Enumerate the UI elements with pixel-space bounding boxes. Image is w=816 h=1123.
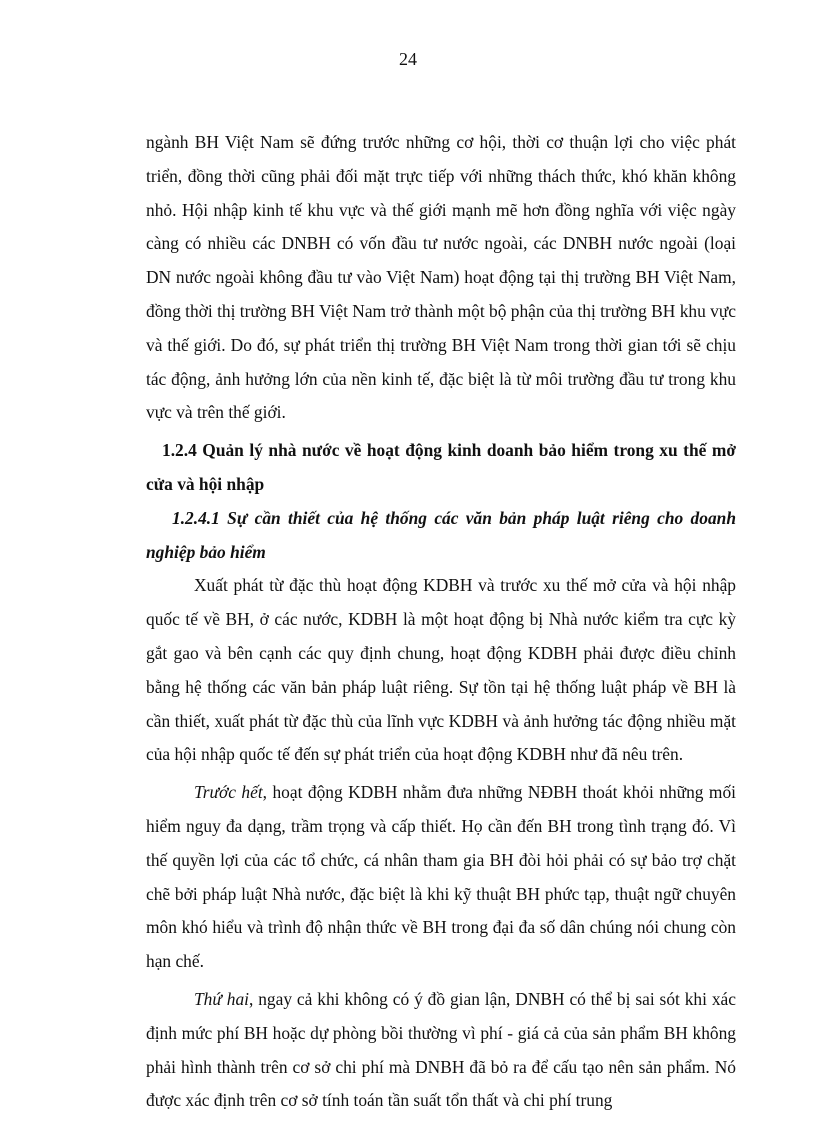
page-number: 24 — [399, 49, 417, 69]
first-reason-text: , hoạt động KDBH nhằm đưa những NĐBH thoát khỏi những mối hiểm nguy đa dạng, trầm trọng và cấp thiết. Họ cần đến BH trong tình trạng đó. Vì thế quyền lợi của các tổ chức, cá nhân tham gia BH đòi hỏi phải có sự bảo trợ chặt chẽ bởi pháp luật Nhà nước, đặc biệt là khi kỹ thuật BH phức tạp, thuật ngữ chuyên môn khó hiểu và trình độ nhận thức về BH trong đại đa số dân chúng nói chung còn hạn chế. — [146, 782, 736, 972]
second-reason-lead: Thứ hai — [194, 988, 249, 1009]
subsection-heading-1-2-4-1: 1.2.4.1 Sự cần thiết của hệ thống các văn bản pháp luật riêng cho doanh nghiệp bảo hiểm — [146, 507, 736, 562]
second-reason-text: , ngay cả khi không có ý đồ gian lận, DNBH có thể bị sai sót khi xác định mức phí BH hoặc dự phòng bồi thường vì phí - giá cả của sản phẩm BH không phải hình thành trên cơ sở chi phí mà DNBH đã bỏ ra để cấu tạo nên sản phẩm. Nó được xác định trên cơ sở tính toán tần suất tổn thất và chi phí trung — [146, 988, 736, 1111]
first-reason-lead: Trước hết — [194, 782, 263, 803]
document-body — [146, 126, 736, 1118]
paragraph-continuation: ngành BH Việt Nam sẽ đứng trước những cơ hội, thời cơ thuận lợi cho việc phát triển, đồng thời cũng phải đối mặt trực tiếp với những thách thức, khó khăn không nhỏ. Hội nhập kinh tế khu vực và thế giới mạnh mẽ hơn đồng nghĩa với việc ngày càng có nhiều các DNBH có vốn đầu tư nước ngoài, các DNBH nước ngoài (loại DN nước ngoài không đầu tư vào Việt Nam) hoạt động tại thị trường BH Việt Nam, đồng thời thị trường BH Việt Nam trở thành một bộ phận của thị trường BH khu vực và thế giới. Do đó, sự phát triển thị trường BH Việt Nam trong thời gian tới sẽ chịu tác động, ảnh hưởng lớn của nền kinh tế, đặc biệt là từ môi trường đầu tư trong khu vực và trên thế giới. — [146, 132, 736, 423]
paragraph-first-reason — [146, 776, 736, 979]
paragraph-second-reason — [146, 983, 736, 1118]
section-heading-1-2-4: 1.2.4 Quản lý nhà nước về hoạt động kinh doanh bảo hiểm trong xu thế mở cửa và hội nhập — [146, 440, 736, 494]
paragraph-necessity: Xuất phát từ đặc thù hoạt động KDBH và trước xu thế mở cửa và hội nhập quốc tế về BH, ở các nước, KDBH là một hoạt động bị Nhà nước kiểm tra cực kỳ gắt gao và bên cạnh các quy định chung, hoạt động KDBH phải được điều chỉnh bằng hệ thống các văn bản pháp luật riêng. Sự tồn tại hệ thống luật pháp về BH là cần thiết, xuất phát từ đặc thù của lĩnh vực KDBH và ảnh hưởng tác động nhiều mặt của hội nhập quốc tế đến sự phát triển của hoạt động KDBH như đã nêu trên. — [146, 575, 736, 765]
